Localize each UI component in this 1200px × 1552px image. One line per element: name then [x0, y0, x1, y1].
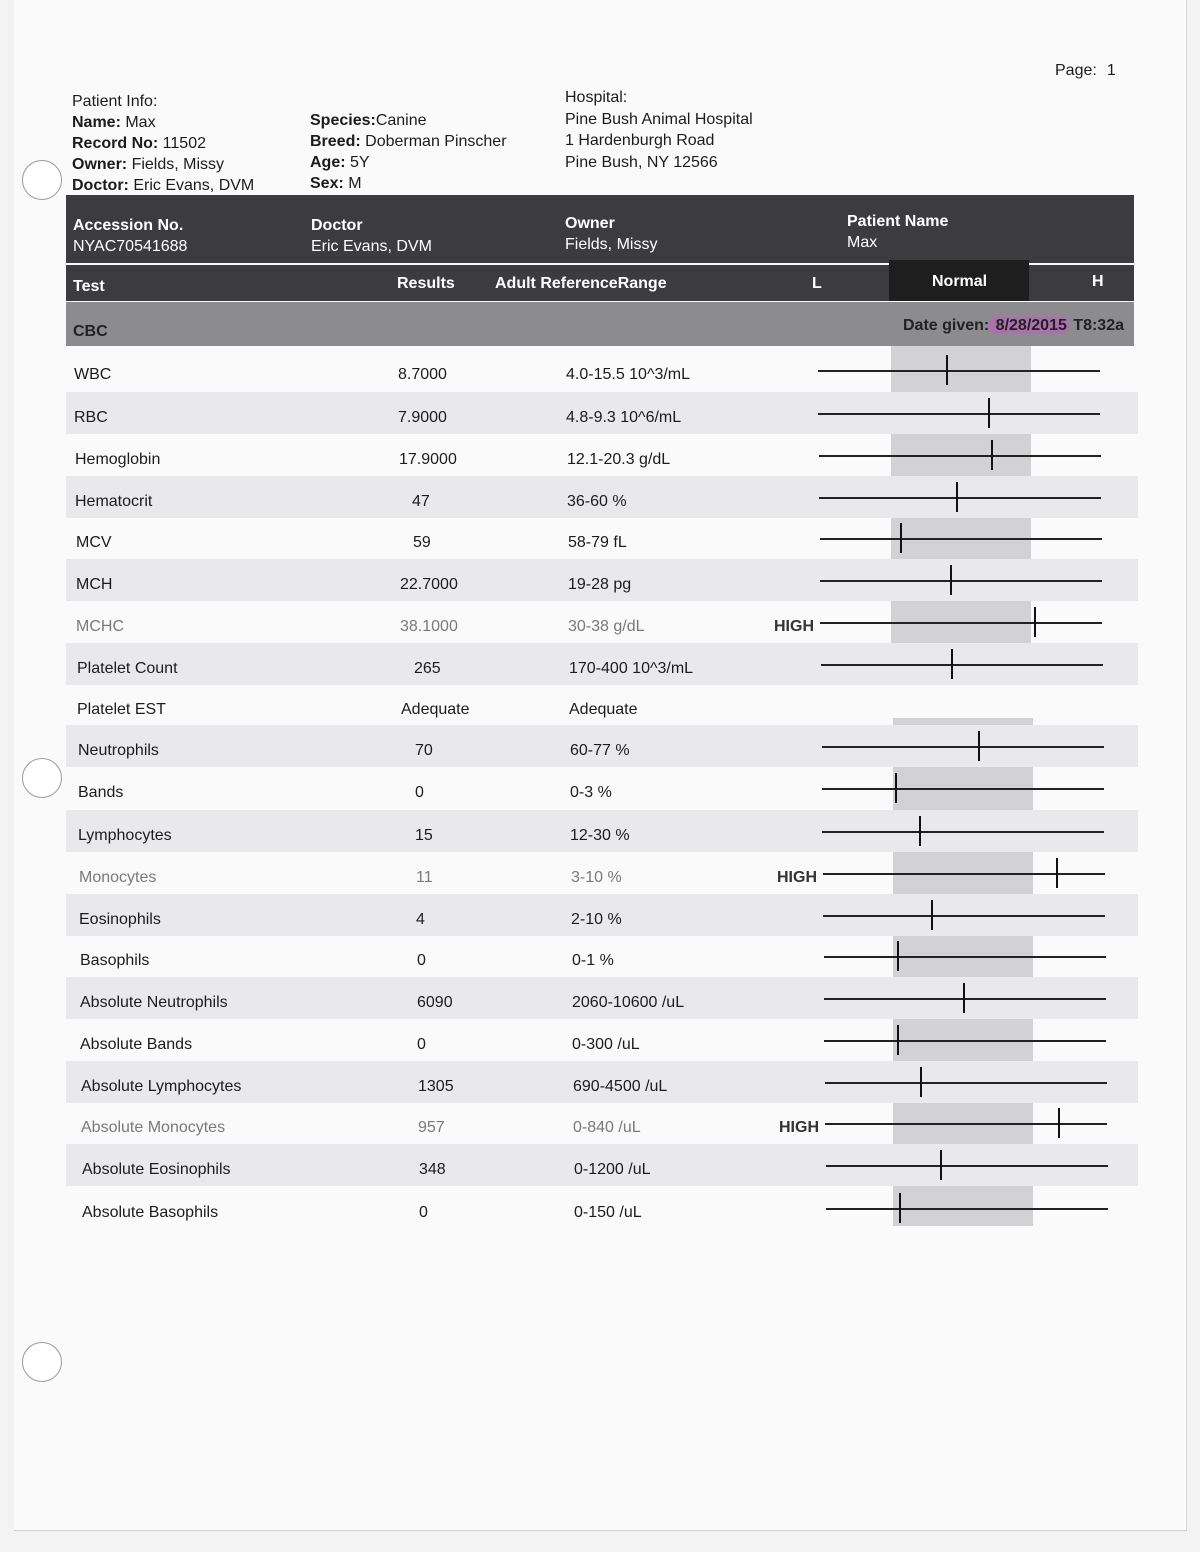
result-marker: [919, 816, 921, 846]
test-range: 4.8-9.3 10^6/mL: [566, 409, 682, 426]
table-row: [66, 725, 1138, 767]
test-result: 265: [414, 660, 441, 677]
patient-name-cell: Patient Name Max: [847, 213, 949, 251]
table-row: [66, 1144, 1138, 1186]
gauge-line: [824, 998, 1106, 1000]
punch-hole: [22, 160, 62, 200]
gauge-line: [820, 538, 1102, 540]
test-name: Absolute Eosinophils: [82, 1161, 231, 1178]
gauge-line: [818, 370, 1100, 372]
owner-cell: Owner Fields, Missy: [565, 215, 658, 253]
result-marker: [978, 731, 980, 761]
patient-name: Name: Max: [72, 114, 156, 131]
test-name: Absolute Basophils: [82, 1204, 219, 1221]
test-result: 957: [418, 1119, 445, 1136]
range-gauge: [818, 349, 1100, 391]
test-result: 4: [416, 911, 425, 928]
range-gauge: [819, 476, 1101, 518]
result-marker: [940, 1150, 942, 1180]
test-name: Hemoglobin: [75, 451, 161, 468]
test-range: 36-60 %: [567, 493, 627, 510]
hospital-info: [565, 87, 753, 173]
test-range: 3-10 %: [571, 869, 622, 886]
test-name: Basophils: [80, 952, 150, 969]
test-name: MCV: [76, 534, 112, 551]
accession-cell: Accession No. NYAC70541688: [73, 217, 188, 255]
test-result: 348: [419, 1161, 446, 1178]
range-gauge: [825, 1061, 1107, 1103]
patient-details: [310, 110, 507, 194]
gauge-line: [824, 1040, 1106, 1042]
col-results: Results: [397, 275, 455, 292]
gauge-line: [822, 831, 1104, 833]
test-range: 0-300 /uL: [572, 1036, 640, 1053]
gauge-line: [820, 580, 1102, 582]
result-marker: [951, 649, 953, 679]
table-row: [66, 559, 1138, 601]
table-row: [66, 601, 1138, 643]
gauge-line: [822, 788, 1104, 790]
test-name: Lymphocytes: [78, 827, 172, 844]
test-result: 8.7000: [398, 366, 447, 383]
table-row: [66, 767, 1138, 809]
test-range: 58-79 fL: [568, 534, 627, 551]
range-gauge: [822, 810, 1104, 852]
test-name: Neutrophils: [78, 742, 159, 759]
gauge-line: [818, 413, 1100, 415]
test-name: RBC: [74, 409, 108, 426]
test-name: Absolute Neutrophils: [80, 994, 228, 1011]
table-row: [66, 1187, 1138, 1229]
high-flag: HIGH: [774, 618, 814, 635]
range-gauge: [819, 434, 1101, 476]
col-range: Adult ReferenceRange: [495, 275, 667, 292]
test-name: MCH: [76, 576, 113, 593]
range-gauge: [824, 977, 1106, 1019]
result-marker: [946, 355, 948, 385]
test-range: 690-4500 /uL: [573, 1078, 668, 1095]
doctor-cell: Doctor Eric Evans, DVM: [311, 217, 432, 255]
test-result: 0: [417, 1036, 426, 1053]
result-marker: [956, 482, 958, 512]
range-gauge: [820, 601, 1102, 643]
range-gauge: [818, 392, 1100, 434]
punch-hole: [22, 758, 62, 798]
col-normal: Normal: [932, 273, 988, 290]
table-row: [66, 894, 1138, 936]
test-name: Absolute Bands: [80, 1036, 193, 1053]
test-result: 15: [415, 827, 433, 844]
record-number: Record No: 11502: [72, 135, 206, 152]
punch-hole: [22, 1342, 62, 1382]
gauge-line: [826, 1165, 1108, 1167]
test-range: 4.0-15.5 10^3/mL: [566, 366, 691, 383]
section-bar-cbc: [66, 302, 1134, 346]
range-gauge: [823, 852, 1105, 894]
gauge-line: [825, 1082, 1107, 1084]
test-range: 30-38 g/dL: [568, 618, 645, 635]
table-row: [66, 935, 1138, 977]
gauge-line: [819, 497, 1101, 499]
test-name: Platelet EST: [77, 701, 166, 718]
table-row: [66, 1102, 1138, 1144]
breed: Breed: Doberman Pinscher: [310, 133, 507, 150]
test-range: 0-840 /uL: [573, 1119, 641, 1136]
range-gauge: [822, 725, 1104, 767]
result-marker: [900, 523, 902, 553]
date-given: Date given: 8/28/2015 T8:32a: [902, 317, 1124, 334]
sex: Sex: M: [310, 175, 362, 192]
species: Species:Canine: [310, 112, 427, 129]
test-name: Eosinophils: [79, 911, 161, 928]
gauge-line: [820, 622, 1102, 624]
hospital-name: Pine Bush Animal Hospital: [565, 110, 753, 128]
test-name: MCHC: [76, 618, 124, 635]
test-result: 1305: [418, 1078, 454, 1095]
range-gauge: [820, 559, 1102, 601]
age: Age: 5Y: [310, 154, 370, 171]
col-high: H: [1092, 273, 1104, 290]
test-result: 0: [417, 952, 426, 969]
test-range: 0-150 /uL: [574, 1204, 642, 1221]
result-marker: [988, 398, 990, 428]
test-name: WBC: [74, 366, 112, 383]
test-name: Platelet Count: [77, 660, 178, 677]
test-result: 47: [412, 493, 430, 510]
result-marker: [1056, 858, 1058, 888]
high-flag: HIGH: [779, 1119, 819, 1136]
table-row: [66, 1061, 1138, 1103]
test-range: 2060-10600 /uL: [572, 994, 685, 1011]
summary-header-bar: [66, 195, 1134, 263]
gauge-line: [819, 455, 1101, 457]
test-result: 70: [415, 742, 433, 759]
test-range: 0-1 %: [572, 952, 614, 969]
patient-info: [72, 91, 254, 196]
result-marker: [920, 1067, 922, 1097]
section-name: CBC: [73, 323, 108, 340]
table-row: [66, 517, 1138, 559]
owner-name: Owner: Fields, Missy: [72, 156, 225, 173]
test-result: 11: [416, 869, 433, 886]
test-range: 0-3 %: [570, 784, 612, 801]
column-header-bar: [66, 265, 1134, 301]
range-gauge: [826, 1144, 1108, 1186]
test-name: Hematocrit: [75, 493, 153, 510]
result-marker: [899, 1193, 901, 1223]
table-row: [66, 434, 1138, 476]
gauge-line: [821, 664, 1103, 666]
table-row: [66, 684, 1138, 726]
test-result: 0: [415, 784, 424, 801]
test-name: Bands: [78, 784, 124, 801]
table-row: [66, 392, 1138, 434]
gauge-line: [825, 1123, 1107, 1125]
test-range: 170-400 10^3/mL: [569, 660, 694, 677]
range-gauge: [823, 894, 1105, 936]
gauge-line: [823, 873, 1105, 875]
test-result: Adequate: [401, 701, 470, 718]
test-result: 59: [413, 534, 431, 551]
test-result: 22.7000: [400, 576, 458, 593]
patient-info-heading: Patient Info:: [72, 93, 158, 110]
test-name: Absolute Monocytes: [81, 1119, 226, 1136]
test-result: 7.9000: [398, 409, 447, 426]
gauge-line: [822, 746, 1104, 748]
result-marker: [1034, 607, 1036, 637]
test-result: 0: [419, 1204, 428, 1221]
test-range: 12-30 %: [570, 827, 630, 844]
range-gauge: [820, 517, 1102, 559]
table-row: [66, 349, 1138, 391]
range-gauge: [825, 1102, 1107, 1144]
test-range: 60-77 %: [570, 742, 630, 759]
page-number: Page: 1: [1055, 62, 1116, 79]
table-row: [66, 643, 1138, 685]
test-range: Adequate: [569, 701, 638, 718]
range-gauge: [824, 1019, 1106, 1061]
hospital-address-2: Pine Bush, NY 12566: [565, 153, 718, 171]
test-result: 6090: [417, 994, 453, 1011]
range-gauge: [824, 935, 1106, 977]
high-flag: HIGH: [777, 869, 817, 886]
table-row: [66, 476, 1138, 518]
result-marker: [1058, 1108, 1060, 1138]
test-result: 17.9000: [399, 451, 457, 468]
table-row: [66, 852, 1138, 894]
hospital-heading: Hospital:: [565, 89, 628, 106]
test-range: 0-1200 /uL: [574, 1161, 651, 1178]
result-marker: [963, 983, 965, 1013]
col-low: L: [812, 275, 822, 292]
table-row: [66, 1019, 1138, 1061]
gauge-line: [823, 915, 1105, 917]
result-marker: [931, 900, 933, 930]
hospital-address-1: 1 Hardenburgh Road: [565, 132, 715, 149]
result-marker: [895, 773, 897, 803]
date-highlight: 8/28/2015: [991, 317, 1067, 334]
gauge-line: [824, 956, 1106, 958]
col-test: Test: [73, 278, 105, 295]
test-name: Absolute Lymphocytes: [81, 1078, 242, 1095]
result-marker: [897, 1025, 899, 1055]
result-marker: [950, 565, 952, 595]
result-marker: [991, 440, 993, 470]
gauge-line: [826, 1208, 1108, 1210]
range-gauge: [821, 643, 1103, 685]
test-result: 38.1000: [400, 618, 458, 635]
table-row: [66, 977, 1138, 1019]
test-range: 2-10 %: [571, 911, 622, 928]
test-range: 12.1-20.3 g/dL: [567, 451, 671, 468]
test-name: Monocytes: [79, 869, 157, 886]
range-gauge: [826, 1187, 1108, 1229]
table-row: [66, 810, 1138, 852]
range-gauge: [822, 767, 1104, 809]
doctor-name: Doctor: Eric Evans, DVM: [72, 177, 255, 194]
result-marker: [897, 941, 899, 971]
test-range: 19-28 pg: [568, 576, 632, 593]
